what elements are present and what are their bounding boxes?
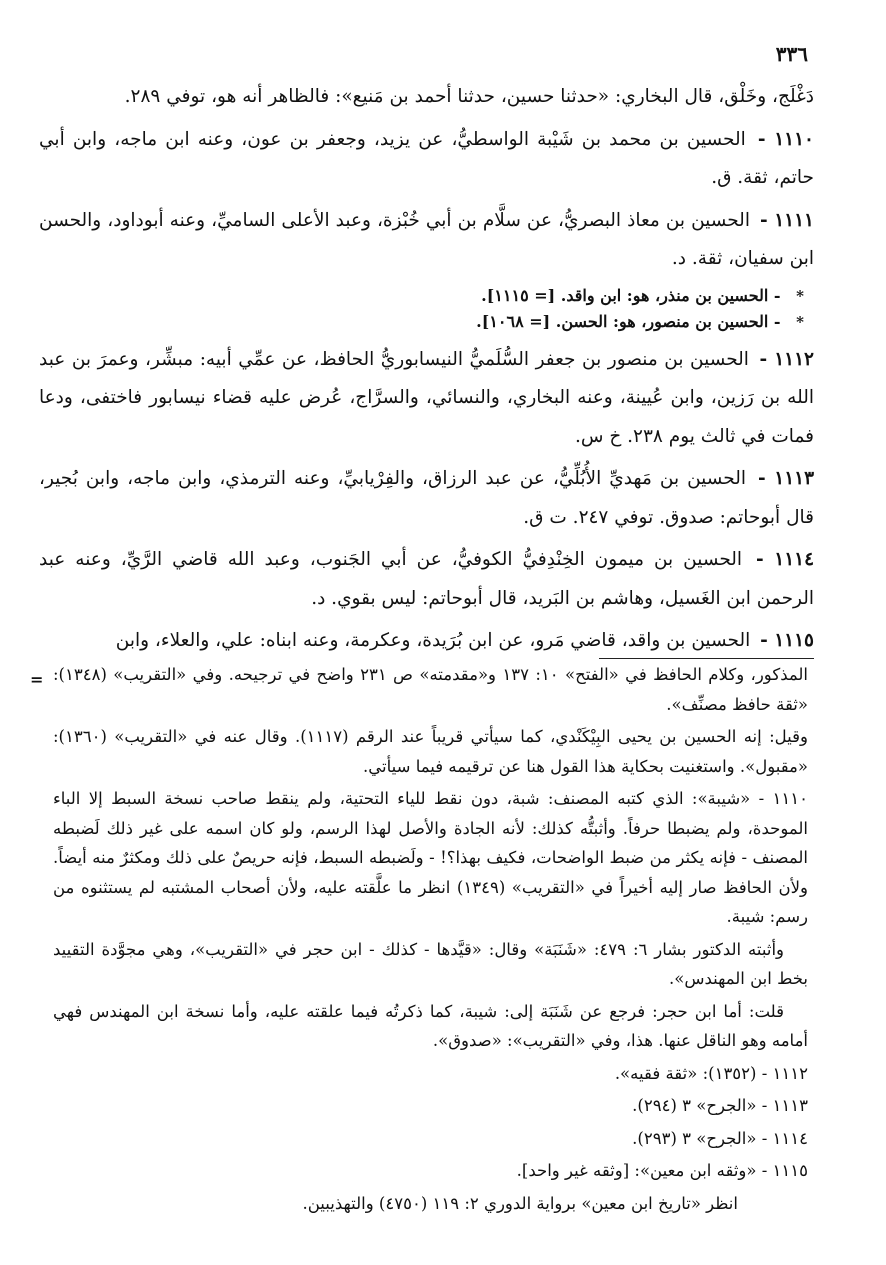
asterisk-icon: *: [796, 286, 804, 305]
page-number: ٣٣٦: [775, 42, 808, 66]
entry-number: ١١١٥ -: [760, 630, 814, 651]
cross-reference-text: - الحسين بن منصور، هو: الحسن. [= ١٠٦٨].: [476, 311, 781, 331]
footnote-paragraph: ١١١٢ - (١٣٥٢): «ثقة فقيه».: [614, 1063, 808, 1083]
footnote-divider: [599, 658, 814, 659]
cross-reference-text: - الحسين بن منذر، هو: ابن واقد. [= ١١١٥].: [481, 285, 781, 305]
asterisk-icon: *: [796, 312, 804, 331]
footnote-paragraph: ١١١٠ - «شيبة»: الذي كتبه المصنف: شبة، دون نقط للياء التحتية، ولم ينقط صاحب نسخة السبط إلا الباء الموحدة، ولم يضبطا حرفاً. وأثبتُّه كذلك: لأنه الجادة والأصل لهذا الرسم، ولو كان اسمه على غير ذلك لَضبطه المصنف - فإنه يكثر من ضبط الواضحات، فكيف بهذا؟! - ولَضبطه السبط، فإنه حريصٌ على ذلك ومكثرٌ منه أيضاً. ولأن الحافظ صار إليه أخيراً في «التقريب» (١٣٤٩) انظر ما علَّقته عليه، ولأن أصحاب المشتبه لم يستثنوه من رسم: شيبة.: [53, 789, 808, 926]
entry-text: الحسين بن منصور بن جعفر السُّلَميُّ النيسابوريُّ الحافظ، عن عمِّي أبيه: مبشِّر، وعمرَ بن عبد الله بن رَزين، وابن عُيينة، وعنه البخاري، والنسائي، والسرَّاج، عُرض عليه قضاء نيسابور فاختفى، ودعا فمات في ثالث يوم ٢٣٨. خ س.: [39, 348, 814, 447]
entry-number: ١١١٢ -: [759, 348, 814, 370]
entry-text: الحسين بن محمد بن شَيْبة الواسطيُّ، عن يزيد، وجعفر بن عون، وعنه ابن ماجه، وابن أبي حاتم، ثقة. ق.: [39, 128, 814, 188]
entry-number: ١١١٤ -: [756, 549, 815, 570]
entry-1113: [39, 460, 814, 537]
entry-number: ١١١١ -: [759, 209, 814, 231]
footnote-paragraph: ١١١٥ - «وثقه ابن معين»: [وثقه غير واحد].: [516, 1161, 808, 1180]
footnote-paragraph: وأثبته الدكتور بشار ٦: ٤٧٩: «شَنَبَة» وقال: «قيَّدها - كذلك - ابن حجر في «التقريب»، وهي مجوَّدة التقييد بخط ابن المهندس».: [53, 939, 808, 988]
entry-number: ١١١٣ -: [758, 468, 815, 489]
footnote-continuation-marker: =: [30, 670, 44, 689]
cross-reference-1: [39, 283, 804, 309]
footnote-paragraph: ١١١٤ - «الجرح» ٣ (٢٩٣).: [632, 1128, 808, 1148]
continuation-paragraph: دَغْلَج، وخَلْق، قال البخاري: «حدثنا حسين، حدثنا أحمد بن مَنيع»: فالظاهر أنه هو، توفي ٢٨٩.: [124, 86, 814, 107]
entry-number: ١١١٠ -: [757, 128, 814, 150]
entry-text: الحسين بن مَهديِّ الأُبُلِّيُّ، عن عبد الرزاق، والفِرْيابيِّ، وعنه الترمذي، وابن ماجه، وابن بُجير، قال أبوحاتم: صدوق. توفي ٢٤٧. ت ق.: [39, 468, 814, 528]
entry-text: الحسين بن واقد، قاضي مَرو، عن ابن بُرَيدة، وعكرمة، وعنه ابناه: علي، والعلاء، وابن: [115, 630, 751, 651]
footnote-paragraph: قلت: أما ابن حجر: فرجع عن شَنَبَة إلى: شيبة، كما ذكرتُه فيما علقته عليه، وأما نسخة ابن المهندس فهي أمامه وهو الناقل عنها. هذا، وفي «التقريب»: «صدوق».: [53, 1001, 808, 1050]
entry-text: الحسين بن معاذ البصريُّ، عن سلَّام بن أبي خُبْزة، وعبد الأعلى الساميِّ، وعنه أبوداود، والحسن ابن سفيان، ثقة. د.: [39, 209, 814, 269]
footnote-paragraph: انظر «تاريخ ابن معين» برواية الدوري ٢: ١١٩ (٤٧٥٠) والتهذيبين.: [302, 1193, 738, 1213]
footnotes: [53, 660, 808, 1221]
entry-text: الحسين بن ميمون الخِنْدِفيُّ الكوفيُّ، عن أبي الجَنوب، وعبد الله قاضي الرَّيِّ، وعنه عبد الرحمن ابن الغَسيل، وهاشم بن البَريد، قال أبوحاتم: ليس بقوي. د.: [39, 549, 814, 609]
entry-1110: [39, 121, 814, 198]
footnote-paragraph: المذكور، وكلام الحافظ في «الفتح» ١٠: ١٣٧ و«مقدمته» ص ٢٣١ واضح في ترجيحه. وفي «التقريب» (١٣٤٨): «ثقة حافظ مصنِّف».: [53, 665, 809, 714]
main-text: [39, 78, 814, 665]
cross-reference-2: [39, 309, 804, 335]
entry-1114: [39, 541, 814, 618]
entry-1112: [39, 341, 814, 457]
entry-1115: [39, 622, 814, 661]
entry-1111: [39, 202, 814, 279]
footnote-paragraph: وقيل: إنه الحسين بن يحيى البِيْكَنْدي، كما سيأتي قريباً عند الرقم (١١١٧). وقال عنه في «التقريب» (١٣٦٠): «مقبول». واستغنيت بحكاية هذا القول هنا عن ترقيمه فيما سيأتي.: [53, 727, 808, 776]
footnote-paragraph: ١١١٣ - «الجرح» ٣ (٢٩٤).: [632, 1096, 808, 1115]
